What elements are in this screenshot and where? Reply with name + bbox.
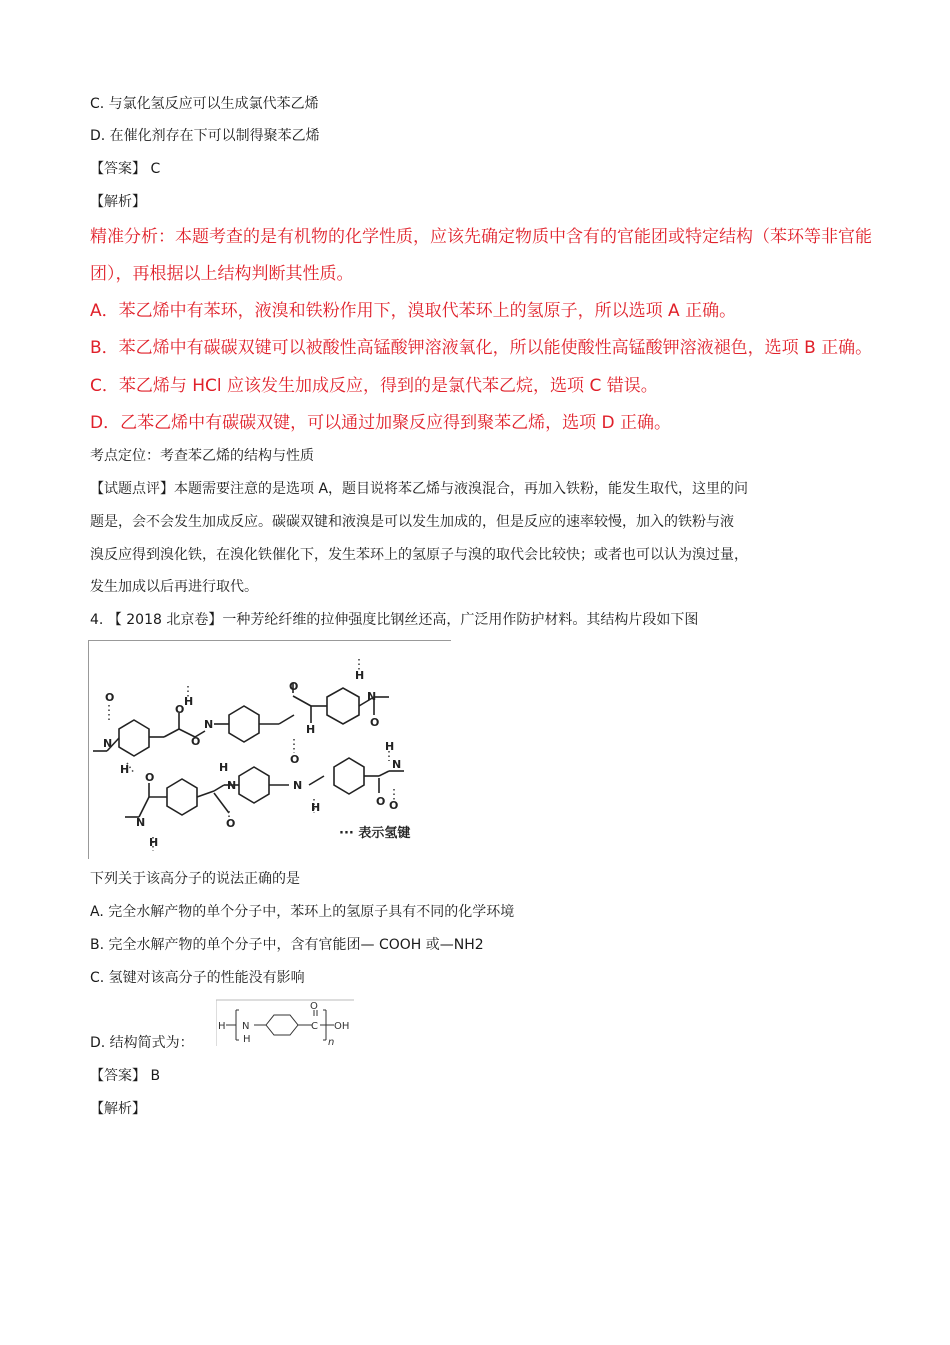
option-c-line: C. 与氯化氢反应可以生成氯代苯乙烯	[90, 96, 319, 112]
atom-n-1: N	[367, 690, 377, 703]
atom-h-4: H	[120, 763, 130, 776]
atom-o-3: O	[175, 703, 185, 716]
atom-o-6: O	[290, 753, 300, 766]
question-4-stem: 4. 【 2018 北京卷】一种芳纶纤维的拉伸强度比钢丝还高，广泛用作防护材料。其结构片段如下图	[90, 612, 699, 628]
atom-n-7: N	[136, 816, 146, 829]
review-line-3: 溴反应得到溴化铁，在溴化铁催化下，发生苯环上的氢原子与溴的取代会比较快；或者也可以认为溴过量，	[90, 547, 748, 563]
knowledge-point: 考点定位：考查苯乙烯的结构与性质	[90, 448, 314, 464]
aramid-structure-svg	[89, 641, 451, 859]
atom-h-5: H	[385, 740, 395, 753]
analysis-option-c: C．苯乙烯与 HCl 应该发生加成反应，得到的是氯代苯乙烷，选项 C 错误。	[90, 376, 658, 396]
formula-oh: OH	[334, 1021, 350, 1032]
question-prompt: 下列关于该高分子的说法正确的是	[90, 871, 300, 887]
review-line-4: 发生加成以后再进行取代。	[90, 579, 258, 595]
choice-b: B. 完全水解产物的单个分子中，含有官能团— COOH 或—NH2	[90, 937, 484, 953]
choice-c: C. 氢键对该高分子的性能没有影响	[90, 970, 305, 986]
analysis-option-d: D．乙苯乙烯中有碳碳双键，可以通过加聚反应得到聚苯乙烯，选项 D 正确。	[90, 413, 671, 433]
atom-h-1: H	[355, 669, 365, 682]
analysis-heading: 【解析】	[90, 194, 146, 210]
hydrogen-bond-legend: ··· 表示氢键	[339, 826, 411, 841]
review-line-1: 【试题点评】本题需要注意的是选项 A，题目说将苯乙烯与液溴混合，再加入铁粉，能发生取代，这里的问	[90, 481, 749, 497]
atom-n-6: N	[293, 779, 303, 792]
formula-n: N	[242, 1021, 250, 1032]
review-line-2: 题是，会不会发生加成反应。碳碳双键和液溴是可以发生加成的，但是反应的速率较慢，加入的铁粉与液	[90, 514, 734, 530]
atom-o-4: O	[191, 735, 201, 748]
atom-n-5: N	[227, 779, 237, 792]
atom-o-10: O	[226, 817, 236, 830]
atom-h-8: H	[149, 836, 159, 849]
structural-formula-svg	[216, 998, 354, 1048]
atom-n-4: N	[392, 758, 402, 771]
formula-c: C	[311, 1021, 318, 1032]
atom-h-3: H	[184, 695, 194, 708]
atom-n-3: N	[103, 737, 113, 750]
atom-o-1: O	[289, 680, 299, 693]
formula-h-left: H	[218, 1021, 226, 1032]
atom-o-5: O	[105, 691, 115, 704]
atom-h-7: H	[311, 801, 321, 814]
analysis-heading-2: 【解析】	[90, 1101, 146, 1117]
choice-d: D. 结构简式为：	[90, 1035, 194, 1051]
atom-h-2: H	[306, 723, 316, 736]
atom-o-2: O	[370, 716, 380, 729]
answer-line: 【答案】 C	[90, 161, 161, 177]
analysis-option-a: A．苯乙烯中有苯环，液溴和铁粉作用下，溴取代苯环上的氢原子，所以选项 A 正确。	[90, 301, 737, 321]
aramid-structure-diagram	[88, 640, 451, 859]
atom-h-6: H	[219, 761, 229, 774]
atom-n-2: N	[204, 718, 214, 731]
analysis-option-b: B．苯乙烯中有碳碳双键可以被酸性高锰酸钾溶液氧化，所以能使酸性高锰酸钾溶液褪色，选项 B 正确。	[90, 338, 873, 358]
choice-a: A. 完全水解产物的单个分子中，苯环上的氢原子具有不同的化学环境	[90, 904, 515, 920]
precise-analysis-line-2: 团），再根据以上结构判断其性质。	[90, 264, 354, 284]
option-d-line: D. 在催化剂存在下可以制得聚苯乙烯	[90, 128, 320, 144]
structural-formula	[216, 998, 354, 1048]
atom-o-8: O	[389, 799, 399, 812]
precise-analysis-line-1: 精准分析：本题考查的是有机物的化学性质，应该先确定物质中含有的官能团或特定结构（苯环等非官能	[90, 227, 872, 247]
atom-o-9: O	[145, 771, 155, 784]
formula-h-on-n: H	[243, 1034, 251, 1045]
atom-o-7: O	[376, 795, 386, 808]
formula-o: O	[310, 1001, 318, 1012]
answer-line-2: 【答案】 B	[90, 1068, 161, 1084]
formula-n-subscript: n	[328, 1037, 335, 1048]
